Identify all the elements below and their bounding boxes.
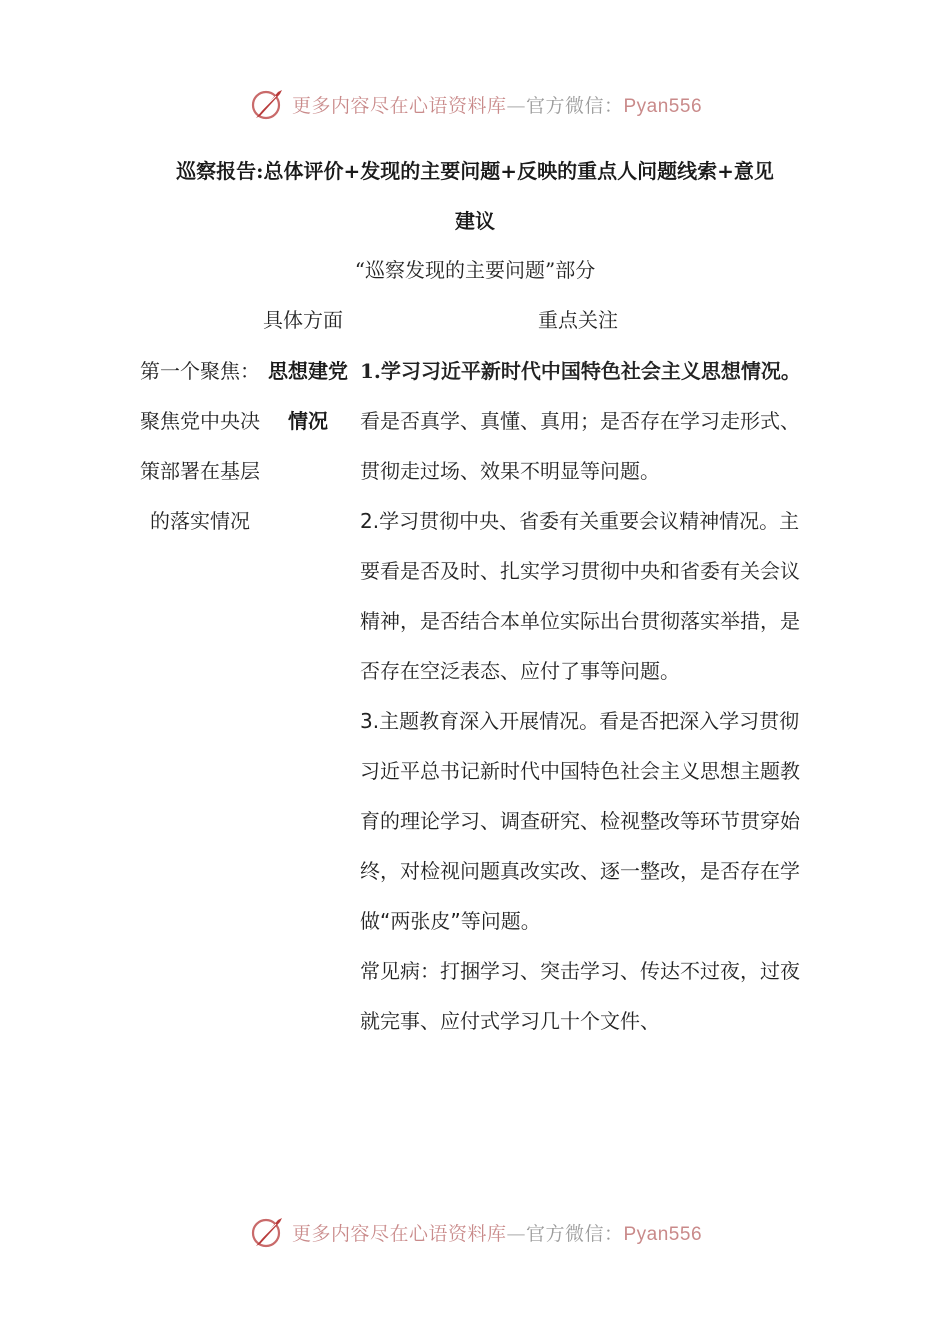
item-body: 常见病：打捆学习、突击学习、传达不过夜，过夜就完事、应付式学习几十个文件、 (360, 959, 800, 1033)
watermark-banner-top (0, 84, 950, 124)
watermark-wechat-label: 官方微信： (525, 1222, 624, 1245)
column-header-aspect: 具体方面 (263, 308, 343, 332)
quill-logo-icon (248, 1212, 288, 1252)
item-body: 2.学习贯彻中央、省委有关重要会议精神情况。主要看是否及时、扎实学习贯彻中央和省委有关会议精神，是否结合本单位实际出台贯彻落实举措，是否存在空泛表态、应付了事等问题。 (360, 509, 800, 683)
document-title-line1: 巡察报告:总体评价+发现的主要问题+反映的重点人问题线索+意见 (176, 159, 774, 183)
aspect-label: 思想建党情况 (268, 359, 348, 433)
list-item (360, 496, 805, 696)
item-body: 看是否真学、真懂、真用；是否存在学习走形式、贯彻走过场、效果不明显等问题。 (360, 409, 800, 483)
list-item (360, 946, 805, 1046)
watermark-text: 更多内容尽在心语资料库 (291, 1222, 507, 1245)
watermark-banner-bottom (0, 1212, 950, 1252)
watermark-text: 更多内容尽在心语资料库 (291, 94, 507, 117)
watermark-wechat-id: Pyan556 (623, 1223, 703, 1245)
quill-logo-icon (248, 84, 288, 124)
focus-label: 第一个聚焦：聚焦党中央决策部署在基层的落实情况 (140, 359, 260, 533)
document-title-line2: 建议 (455, 209, 495, 233)
watermark-wechat-id: Pyan556 (623, 95, 703, 117)
list-item (360, 346, 805, 496)
watermark-separator: — (506, 1222, 526, 1245)
watermark-wechat-label: 官方微信： (525, 94, 624, 117)
column-header-focus: 重点关注 (538, 308, 618, 332)
list-item (360, 696, 805, 946)
focus-content (360, 346, 805, 1046)
section-subtitle: “巡察发现的主要问题”部分 (354, 258, 596, 282)
item-heading: 1.学习习近平新时代中国特色社会主义思想情况。 (360, 359, 801, 383)
watermark-separator: — (506, 94, 526, 117)
item-body: 3.主题教育深入开展情况。看是否把深入学习贯彻习近平总书记新时代中国特色社会主义思想主题教育的理论学习、调查研究、检视整改等环节贯穿始终，对检视问题真改实改、逐一整改，是否存在学做“两张皮”等问题。 (360, 709, 800, 933)
